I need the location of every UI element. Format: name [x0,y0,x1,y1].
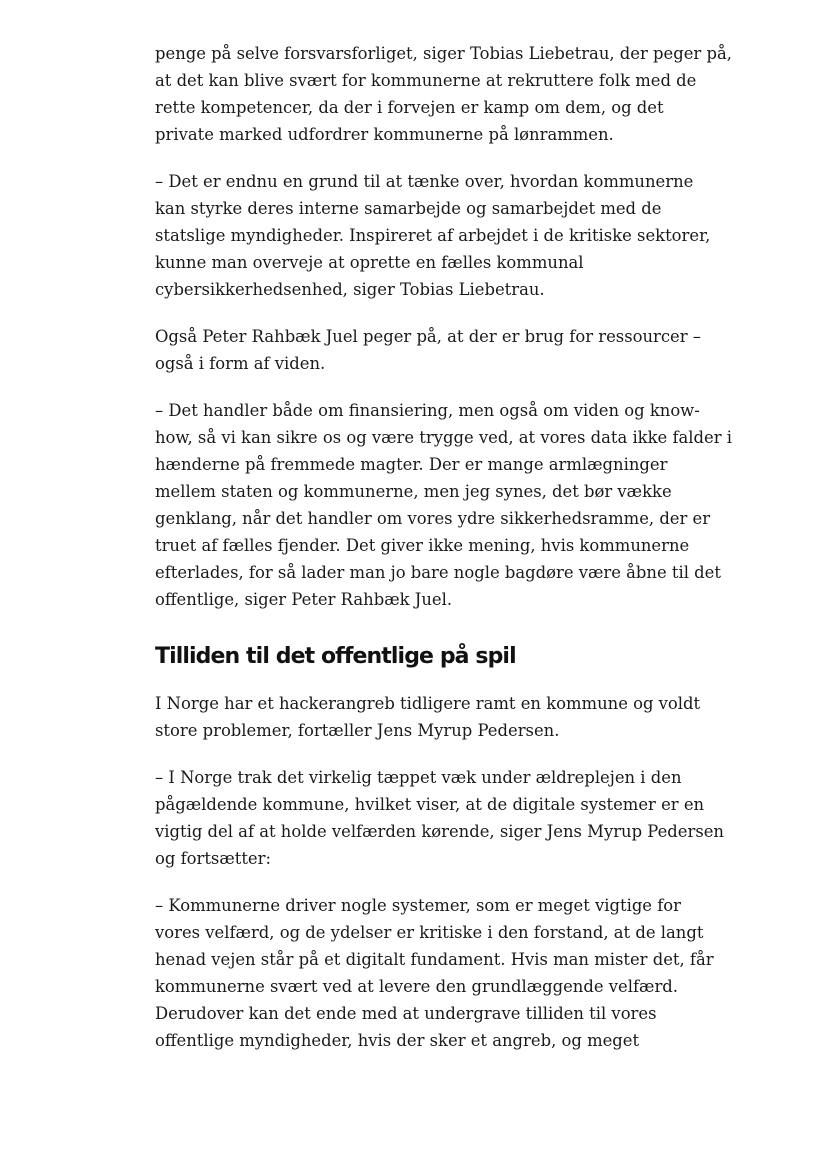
article-body [155,40,733,1074]
paragraph-line: mellem staten og kommunerne, men jeg synes, det bør vække [155,482,672,501]
section-heading: Tilliden til det offentlige på spil [155,644,516,669]
paragraph-line: kunne man overveje at oprette en fælles kommunal [155,253,584,272]
paragraph-line: Derudover kan det ende med at undergrave tilliden til vores [155,1004,657,1023]
paragraph-line: I Norge har et hackerangreb tidligere ramt en kommune og voldt [155,694,701,713]
paragraph-line: how, så vi kan sikre os og være trygge ved, at vores data ikke falder i [155,428,733,447]
paragraph-quote-pedersen [155,764,724,872]
paragraph-line: også i form af viden. [155,354,326,373]
paragraph-quote-welfare [155,892,714,1054]
paragraph-line: store problemer, fortæller Jens Myrup Pedersen. [155,721,560,740]
paragraph-line: og fortsætter: [155,849,271,868]
paragraph-line: vigtig del af at holde velfærden kørende, siger Jens Myrup Pedersen [155,822,724,841]
paragraph-resources [155,323,700,377]
paragraph-line: truet af fælles fjender. Det giver ikke mening, hvis kommunerne [155,536,690,555]
paragraph-line: henad vejen står på et digitalt fundament. Hvis man mister det, får [155,950,714,969]
paragraph-line: genklang, når det handler om vores ydre sikkerhedsramme, der er [155,509,711,528]
paragraph-quote-liebetrau [155,168,711,303]
paragraph-line: vores velfærd, og de ydelser er kritiske i den forstand, at de langt [155,923,704,942]
paragraph-line: kan styrke deres interne samarbejde og samarbejdet med de [155,199,662,218]
paragraph-line: offentlige, siger Peter Rahbæk Juel. [155,590,453,609]
paragraph-line: at det kan blive svært for kommunerne at rekruttere folk med de [155,71,697,90]
paragraph-line: rette kompetencer, da der i forvejen er kamp om dem, og det [155,98,664,117]
paragraph-line: – Det er endnu en grund til at tænke over, hvordan kommunerne [155,172,694,191]
paragraph-line: kommunerne svært ved at levere den grundlæggende velfærd. [155,977,678,996]
paragraph-line: – Det handler både om finansiering, men også om viden og know- [155,401,700,420]
paragraph-line: – Kommunerne driver nogle systemer, som er meget vigtige for [155,896,681,915]
paragraph-line: private marked udfordrer kommunerne på lønrammen. [155,125,614,144]
paragraph-line: statslige myndigheder. Inspireret af arbejdet i de kritiske sektorer, [155,226,711,245]
paragraph-line: hænderne på fremmede magter. Der er mange armlægninger [155,455,668,474]
paragraph-line: cybersikkerhedsenhed, siger Tobias Liebetrau. [155,280,545,299]
paragraph-recruitment [155,40,732,148]
paragraph-quote-juel [155,397,733,613]
paragraph-line: penge på selve forsvarsforliget, siger Tobias Liebetrau, der peger på, [155,44,732,63]
paragraph-line: Også Peter Rahbæk Juel peger på, at der er brug for ressourcer – [155,327,701,346]
paragraph-line: offentlige myndigheder, hvis der sker et angreb, og meget [155,1031,640,1050]
paragraph-line: pågældende kommune, hvilket viser, at de digitale systemer er en [155,795,705,814]
paragraph-norway [155,690,700,744]
paragraph-line: – I Norge trak det virkelig tæppet væk under ældreplejen i den [155,768,682,787]
paragraph-line: efterlades, for så lader man jo bare nogle bagdøre være åbne til det [155,563,721,582]
